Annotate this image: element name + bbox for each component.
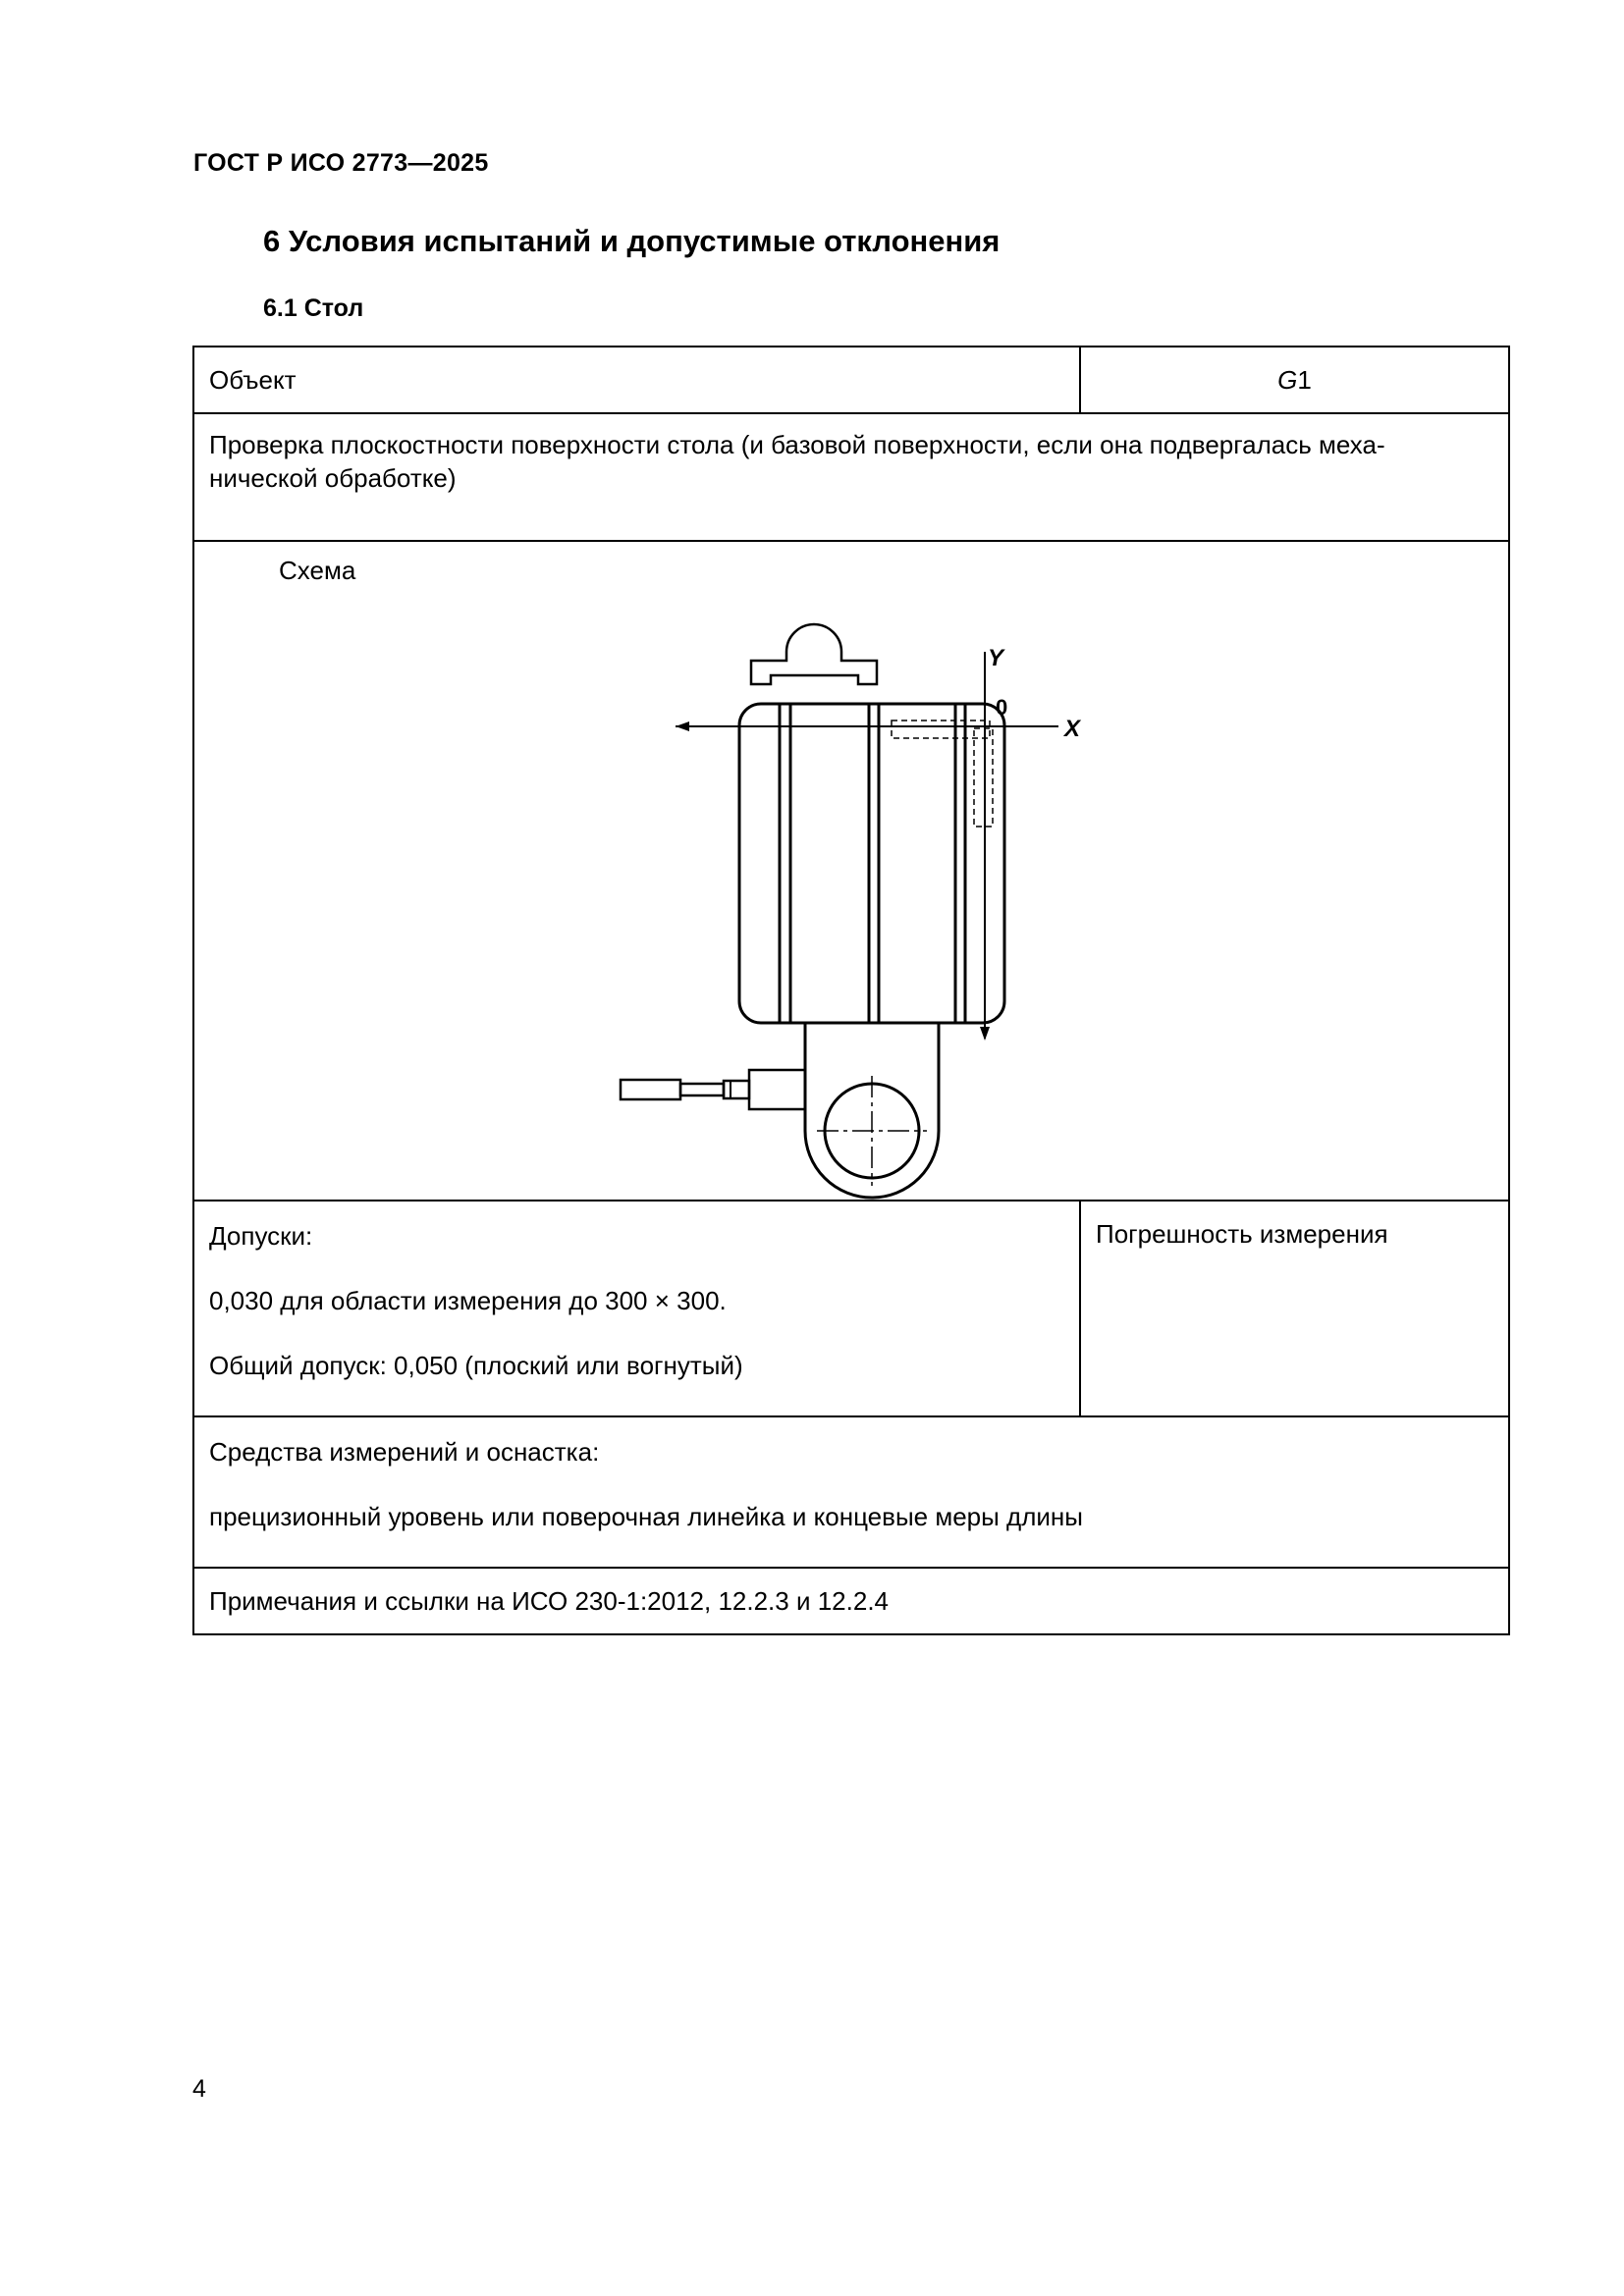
machine-column — [805, 1023, 939, 1198]
tools-title: Средства измерений и оснастка: — [209, 1437, 600, 1467]
object-id-number: 1 — [1297, 364, 1312, 395]
table-row-description — [193, 413, 1509, 541]
scheme-diagram — [194, 542, 1506, 1200]
tolerance-line-2: Общий допуск: 0,050 (плоский или вогнутый) — [209, 1351, 743, 1380]
scheme-cell — [193, 541, 1509, 1201]
tolerance-line-1: 0,030 для области измерения до 300 × 300. — [209, 1286, 727, 1315]
origin-label: 0 — [996, 695, 1008, 720]
tools-cell — [193, 1416, 1509, 1568]
subsection-title: 6.1 Стол — [263, 294, 364, 322]
handle-grip — [621, 1080, 680, 1099]
tools-text: прецизионный уровень или поверочная линейка и концевые меры длины — [209, 1502, 1083, 1531]
document-header: ГОСТ Р ИСО 2773—2025 — [193, 149, 489, 177]
table-row-object — [193, 347, 1509, 413]
object-label: Объект — [193, 347, 1080, 413]
straight-edge — [751, 624, 877, 684]
y-axis-arrowhead — [980, 1027, 990, 1041]
notes-references: Примечания и ссылки на ИСО 230-1:2012, 12.2.3 и 12.2.4 — [193, 1568, 1509, 1634]
tolerances-cell — [193, 1201, 1080, 1416]
object-id — [1080, 347, 1509, 413]
scheme-label: Схема — [279, 556, 356, 585]
handle-shaft — [680, 1084, 724, 1095]
object-id-letter: G — [1277, 364, 1298, 395]
axis-x-label: X — [1064, 716, 1081, 742]
test-description: Проверка плоскостности поверхности стола (и базовой поверхности, если она подвергалась меха-нической обработке) — [193, 413, 1509, 541]
x-axis-arrowhead — [676, 721, 689, 731]
handle-collar — [724, 1081, 749, 1098]
table-row-scheme — [193, 541, 1509, 1201]
table-row-tolerances — [193, 1201, 1509, 1416]
tolerances-title: Допуски: — [209, 1221, 313, 1251]
page-number: 4 — [192, 2075, 206, 2103]
table-row-notes — [193, 1568, 1509, 1634]
test-table — [192, 346, 1510, 1635]
level-position-x — [892, 721, 990, 738]
section-title: 6 Условия испытаний и допустимые отклонения — [263, 224, 1001, 258]
handle-boss — [749, 1070, 805, 1109]
axis-y-label: Y — [988, 645, 1004, 671]
level-position-y — [974, 728, 993, 827]
table-row-tools — [193, 1416, 1509, 1568]
measurement-error: Погрешность измерения — [1080, 1201, 1509, 1416]
